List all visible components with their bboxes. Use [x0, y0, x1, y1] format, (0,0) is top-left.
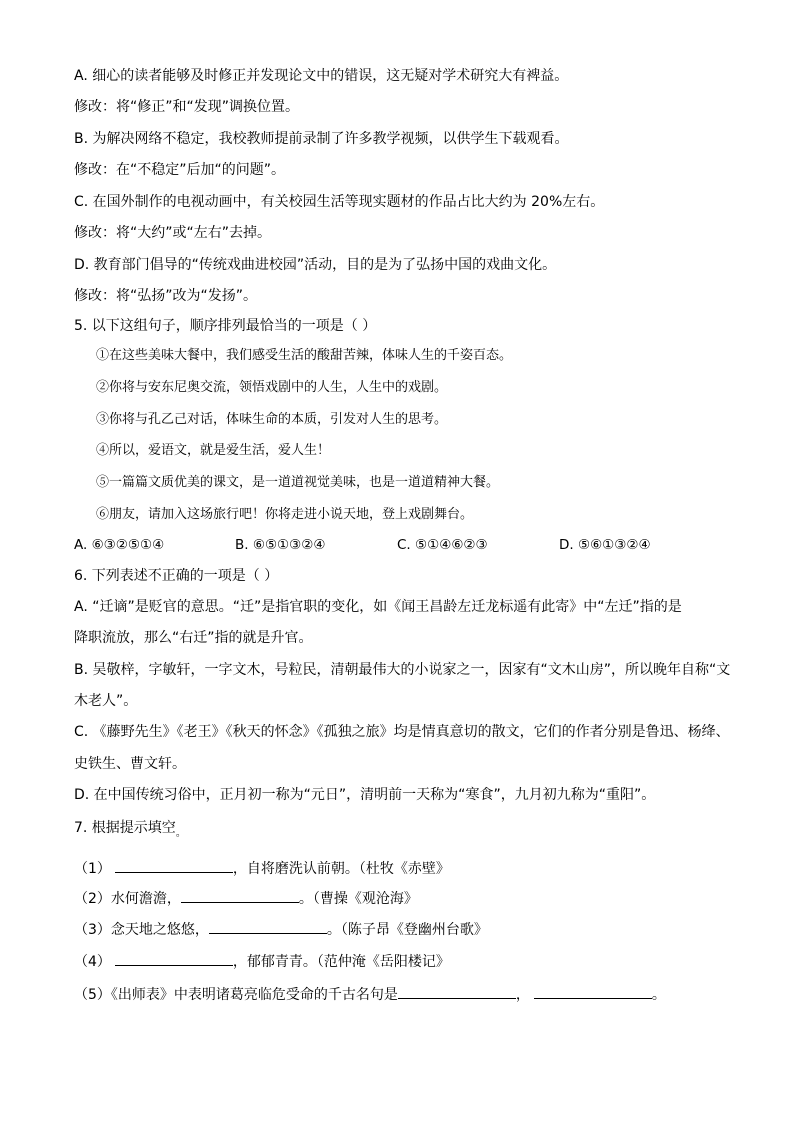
q7-stem-mark: 。 — [175, 828, 186, 839]
q5-option-b: B. ⑥⑤①③②④ — [235, 537, 326, 553]
q5-sentence-4: ④所以，爱语文，就是爱生活，爱人生！ — [96, 443, 331, 458]
q4-option-a-fix: 修改：将“修正”和“发现”调换位置。 — [74, 99, 300, 115]
q6-option-b-line2: 木老人”。 — [74, 693, 138, 709]
q5-sentence-1: ①在这些美味大餐中，我们感受生活的酸甜苦辣，体味人生的千姿百态。 — [96, 348, 513, 363]
q7-item-2-text: 。（曹操《观沧海》 — [298, 891, 418, 907]
q7-item-3-prefix: 念天地之悠悠， — [110, 922, 209, 938]
q7-item-5-end: 。 — [651, 987, 666, 1003]
q7-item-3-blank[interactable] — [209, 918, 327, 934]
q4-option-c-fix: 修改：将“大约”或“左右”去掉。 — [74, 225, 272, 241]
q4-option-c: C. 在国外制作的电视动画中，有关校园生活等现实题材的作品占比大约为 20%左右。 — [74, 194, 605, 210]
q7-item-4 — [74, 950, 450, 972]
q7-item-4-number: （4） — [74, 954, 111, 970]
q7-item-3-text: 。（陈子昂《登幽州台歌》 — [326, 922, 488, 938]
q7-item-1-number: （1） — [74, 861, 111, 877]
q6-stem: 6. 下列表述不正确的一项是（ ） — [74, 568, 279, 584]
q7-item-2-number: （2） — [74, 891, 111, 907]
q7-item-4-text: ，郁郁青青。（范仲淹《岳阳楼记》 — [232, 954, 450, 970]
q7-item-1 — [74, 857, 450, 879]
q4-option-d-fix: 修改：将“弘扬”改为“发扬”。 — [74, 288, 258, 304]
q4-option-d: D. 教育部门倡导的“传统戏曲进校园”活动，目的是为了弘扬中国的戏曲文化。 — [74, 257, 557, 273]
q4-option-b: B. 为解决网络不稳定，我校教师提前录制了许多教学视频，以供学生下载观看。 — [74, 131, 569, 147]
q7-item-3 — [74, 918, 488, 940]
q7-item-1-text: ，自将磨洗认前朝。（杜牧《赤壁》 — [232, 861, 450, 877]
q7-stem — [74, 818, 186, 844]
q7-item-3-number: （3） — [74, 922, 111, 938]
q4-option-b-fix: 修改：在“不稳定”后加“的问题”。 — [74, 162, 286, 178]
q7-stem-text: 7. 根据提示填空 — [74, 820, 176, 836]
q5-option-c: C. ⑤①④⑥②③ — [397, 537, 488, 553]
q5-option-a: A. ⑥③②⑤①④ — [74, 537, 165, 553]
q5-option-d: D. ⑤⑥①③②④ — [559, 537, 651, 553]
q7-item-2-blank[interactable] — [181, 887, 299, 903]
q7-item-5-blank-2[interactable] — [534, 983, 652, 999]
q7-item-2-prefix: 水何澹澹， — [110, 891, 181, 907]
q7-item-4-blank[interactable] — [115, 950, 233, 966]
q7-item-2 — [74, 887, 418, 909]
q5-sentence-5: ⑤一篇篇文质优美的课文，是一道道视觉美味，也是一道道精神大餐。 — [96, 475, 500, 490]
q6-option-c-line1: C. 《藤野先生》《老王》《秋天的怀念》《孤独之旅》均是情真意切的散文，它们的作者分别是鲁迅、杨绛、 — [74, 724, 730, 740]
q6-option-a-line2: 降职流放，那么“右迁”指的就是升官。 — [74, 630, 313, 646]
q5-sentence-6: ⑥朋友，请加入这场旅行吧！你将走进小说天地，登上戏剧舞台。 — [96, 507, 474, 522]
q6-option-c-line2: 史铁生、曹文轩。 — [74, 756, 186, 772]
q7-item-1-blank[interactable] — [115, 857, 233, 873]
q7-item-5-prefix: （5）《出师表》中表明诸葛亮临危受命的千古名句是 — [74, 987, 398, 1003]
q7-item-5-separator: ， — [515, 987, 530, 1003]
q6-option-d: D. 在中国传统习俗中，正月初一称为“元日”，清明前一天称为“寒食”，九月初九称为“重阳”。 — [74, 787, 656, 803]
q6-option-a-line1: A. “迁谪”是贬官的意思。“迁”是指官职的变化，如《闻王昌龄左迁龙标遥有此寄》中“左迁”指的是 — [74, 599, 682, 615]
q6-option-b-line1: B. 吴敬梓，字敏轩，一字文木，号粒民，清朝最伟大的小说家之一，因家有“文木山房”，所以晚年自称“文 — [74, 662, 731, 678]
q7-item-5-blank-1[interactable] — [398, 983, 516, 999]
q5-stem: 5. 以下这组句子，顺序排列最恰当的一项是（ ） — [74, 318, 377, 334]
q4-option-a: A. 细心的读者能够及时修正并发现论文中的错误，这无疑对学术研究大有裨益。 — [74, 68, 569, 84]
q7-item-5 — [74, 983, 666, 1005]
q5-sentence-2: ②你将与安东尼奥交流，领悟戏剧中的人生，人生中的戏剧。 — [96, 380, 448, 395]
q5-sentence-3: ③你将与孔乙己对话，体味生命的本质，引发对人生的思考。 — [96, 412, 448, 427]
